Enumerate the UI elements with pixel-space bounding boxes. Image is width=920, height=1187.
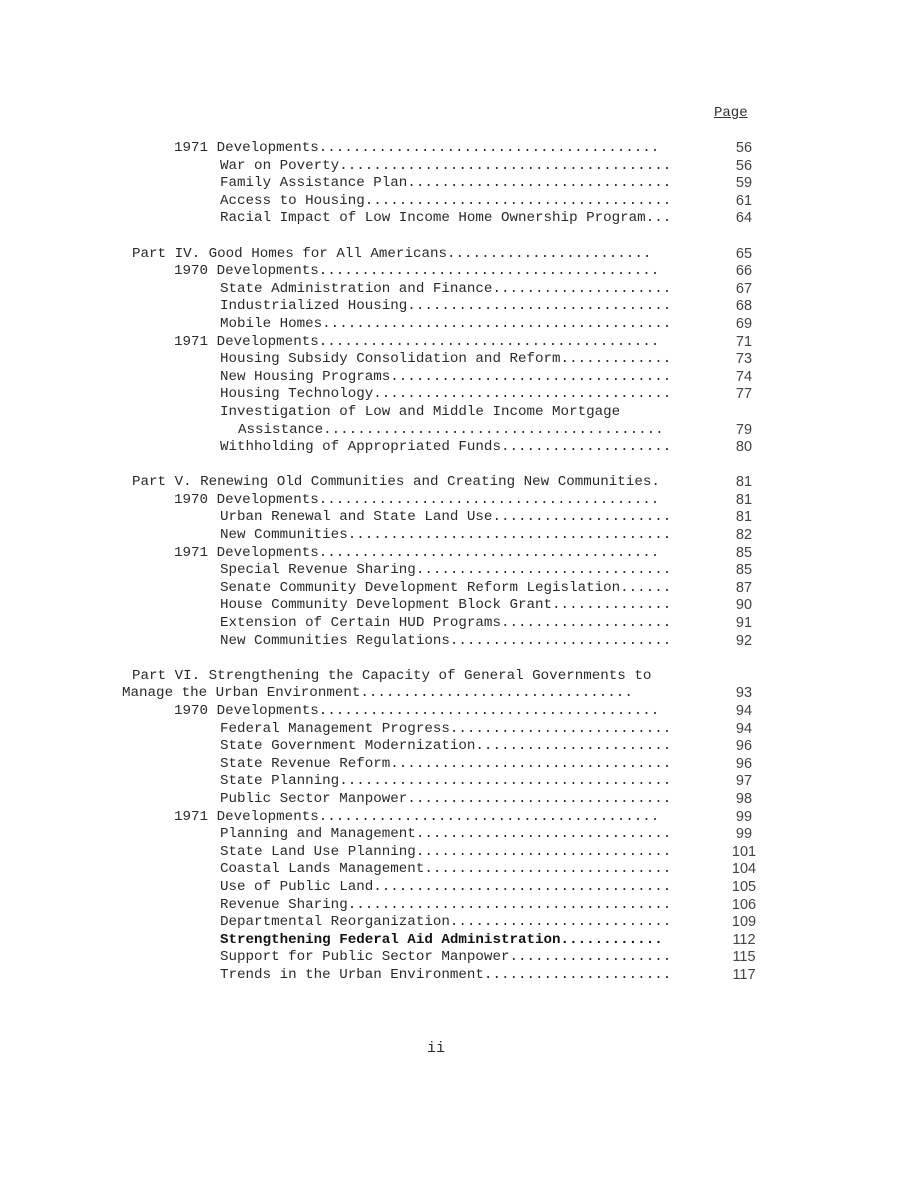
- toc-entry-text: Part IV. Good Homes for All Americans........................: [132, 245, 652, 262]
- toc-entry-text: Planning and Management..............................: [220, 826, 672, 843]
- toc-entry-text: 1970 Developments........................................: [174, 263, 660, 280]
- toc-entry: [122, 193, 762, 211]
- toc-entry-page: 79: [735, 421, 753, 438]
- toc-entry-page: 94: [735, 720, 753, 737]
- toc-entry: [122, 861, 762, 879]
- toc-entry-text: 1971 Developments........................................: [174, 544, 660, 561]
- toc-entry-page: 106: [731, 896, 757, 913]
- toc-entry-page: 77: [735, 386, 753, 403]
- toc-entry-text: Industrialized Housing...............................: [220, 298, 672, 315]
- toc-entry: [122, 967, 762, 985]
- toc-entry: [122, 914, 762, 932]
- toc-entry-page: 56: [735, 157, 753, 174]
- toc-entry-page: 59: [735, 175, 753, 192]
- toc-entry-page: 82: [735, 527, 753, 544]
- toc-entry-page: 87: [735, 579, 753, 596]
- toc-entry: [122, 738, 762, 756]
- toc-entry-page: 66: [735, 263, 753, 280]
- toc-entry: [122, 158, 762, 176]
- toc-entry: [122, 281, 762, 299]
- toc-entry: [122, 210, 762, 228]
- page-heading: Page: [714, 105, 748, 121]
- toc-entry: [122, 844, 762, 862]
- toc-entry-page: 101: [731, 843, 757, 860]
- toc-entry: [122, 721, 762, 739]
- toc-entry-page: 109: [731, 914, 757, 931]
- toc-entry: [122, 809, 762, 827]
- toc-entry-text: House Community Development Block Grant..............: [220, 597, 672, 614]
- toc-entry-page: 65: [735, 245, 753, 262]
- toc-entry-text: Manage the Urban Environment................................: [122, 685, 633, 702]
- toc-entry-page: 91: [735, 615, 753, 632]
- toc-entry-text: 1971 Developments........................................: [174, 808, 660, 825]
- toc-entry-page: 67: [735, 280, 753, 297]
- toc-entry-text: Federal Management Progress..........................: [220, 720, 672, 737]
- toc-entry-page: 68: [735, 298, 753, 315]
- toc-entry: [122, 263, 762, 281]
- toc-entry-text: Racial Impact of Low Income Home Ownership Program...: [220, 210, 672, 227]
- toc-entry-text: 1971 Developments........................................: [174, 333, 660, 350]
- toc-entry: [122, 773, 762, 791]
- toc-entry-text: Housing Subsidy Consolidation and Reform.............: [220, 351, 672, 368]
- toc-entry-page: 61: [735, 192, 753, 209]
- toc-entry-text: Investigation of Low and Middle Income Mortgage: [220, 403, 621, 420]
- toc-entry: [122, 509, 762, 527]
- toc-entry: [122, 316, 762, 334]
- toc-entry-text: War on Poverty.......................................: [220, 157, 672, 174]
- toc-entry-text: State Revenue Reform.................................: [220, 755, 672, 772]
- toc-entry: [122, 791, 762, 809]
- toc-entry-page: 74: [735, 368, 753, 385]
- toc-entry-page: 96: [735, 755, 753, 772]
- toc-entry-text: Special Revenue Sharing..............................: [220, 562, 672, 579]
- toc-entry: [122, 351, 762, 369]
- toc-entry-page: 92: [735, 632, 753, 649]
- toc-entry: [122, 386, 762, 404]
- toc-entry-page: 99: [735, 826, 753, 843]
- toc-entry: [122, 298, 762, 316]
- toc-entry-page: 81: [735, 474, 753, 491]
- toc-entry-text: State Government Modernization.......................: [220, 738, 672, 755]
- toc-entry-page: 105: [731, 878, 757, 895]
- toc-entry-page: 85: [735, 544, 753, 561]
- toc-entry: [122, 369, 762, 387]
- toc-entry: [122, 580, 762, 598]
- toc-entry: [122, 597, 762, 615]
- page-number: ii: [426, 1040, 445, 1057]
- toc-entry-text: Mobile Homes.........................................: [220, 315, 672, 332]
- toc-entry-text: 1970 Developments........................................: [174, 703, 660, 719]
- toc-entry-text: Family Assistance Plan...............................: [220, 175, 672, 192]
- toc-entry: [122, 703, 762, 721]
- toc-entry: [122, 422, 762, 440]
- toc-entry: [122, 404, 762, 422]
- toc-entry: [122, 949, 762, 967]
- toc-entry-text: 1971 Developments........................................: [174, 140, 660, 156]
- toc-entry-page: 115: [732, 949, 756, 966]
- toc-entry-text: State Administration and Finance.....................: [220, 280, 672, 297]
- toc-entry-text: State Planning.......................................: [220, 773, 672, 790]
- toc-entry-text: Revenue Sharing......................................: [220, 896, 672, 913]
- toc-entry-text: New Communities Regulations..........................: [220, 632, 672, 649]
- toc-entry-page: 69: [735, 315, 753, 332]
- toc-entry-page: 96: [735, 738, 753, 755]
- toc-entry: [122, 140, 762, 158]
- toc-part-heading: [122, 668, 762, 686]
- toc-entry-text: Support for Public Sector Manpower...................: [220, 949, 672, 966]
- toc-entry-text: Trends in the Urban Environment......................: [220, 966, 672, 983]
- table-of-contents: [122, 140, 762, 985]
- toc-entry-text: Departmental Reorganization..........................: [220, 914, 672, 931]
- toc-entry-page: 99: [735, 808, 753, 825]
- toc-entry-page: 73: [735, 351, 753, 368]
- toc-entry-page: 90: [735, 597, 753, 614]
- toc-entry-page: 85: [735, 562, 753, 579]
- toc-entry-page: 56: [735, 140, 753, 156]
- toc-entry: [122, 756, 762, 774]
- toc-entry-page: 94: [735, 703, 753, 719]
- toc-entry: [122, 545, 762, 563]
- toc-entry: [122, 334, 762, 352]
- toc-entry-page: 81: [735, 491, 753, 508]
- toc-entry-text: State Land Use Planning..............................: [220, 843, 672, 860]
- toc-entry-page: 117: [732, 966, 756, 983]
- toc-entry-text: Part VI. Strengthening the Capacity of General Governments to: [132, 667, 652, 684]
- toc-entry-text: Strengthening Federal Aid Administration............: [220, 931, 663, 948]
- toc-entry-text: Access to Housing....................................: [220, 192, 672, 209]
- toc-entry-text: Public Sector Manpower...............................: [220, 790, 672, 807]
- toc-entry-text: Withholding of Appropriated Funds....................: [220, 439, 672, 456]
- toc-entry: [122, 897, 762, 915]
- toc-entry-page: 104: [731, 861, 757, 878]
- toc-entry-text: Urban Renewal and State Land Use.....................: [220, 509, 672, 526]
- toc-entry-page: 98: [735, 790, 753, 807]
- toc-entry: [122, 633, 762, 651]
- toc-entry-text: Coastal Lands Management.............................: [220, 861, 672, 878]
- toc-entry: [122, 826, 762, 844]
- toc-entry-page: 64: [735, 210, 753, 227]
- toc-entry-text: Extension of Certain HUD Programs....................: [220, 615, 672, 632]
- toc-entry: [122, 932, 762, 950]
- toc-entry-text: New Housing Programs.................................: [220, 368, 672, 385]
- toc-entry-text: Assistance........................................: [238, 421, 664, 438]
- toc-entry: [122, 615, 762, 633]
- toc-entry-text: New Communities......................................: [220, 527, 672, 544]
- toc-entry-text: 1970 Developments........................................: [174, 491, 660, 508]
- toc-entry: [122, 175, 762, 193]
- toc-entry-page: 97: [735, 773, 753, 790]
- toc-entry: [122, 492, 762, 510]
- toc-entry-text: Use of Public Land...................................: [220, 878, 672, 895]
- toc-entry: [122, 685, 762, 703]
- toc-entry-page: 80: [735, 439, 753, 456]
- toc-entry-page: 71: [735, 333, 753, 350]
- toc-entry-text: Senate Community Development Reform Legislation......: [220, 579, 672, 596]
- toc-entry: [122, 879, 762, 897]
- toc-entry-page: 81: [735, 509, 753, 526]
- toc-entry-text: Housing Technology...................................: [220, 386, 672, 403]
- toc-entry-page: 93: [735, 685, 753, 702]
- toc-part-heading: [122, 474, 762, 492]
- toc-entry: [122, 527, 762, 545]
- toc-part-heading: [122, 246, 762, 264]
- toc-entry-page: 112: [732, 931, 756, 948]
- toc-entry: [122, 439, 762, 457]
- toc-entry: [122, 562, 762, 580]
- toc-entry-text: Part V. Renewing Old Communities and Creating New Communities.: [132, 474, 660, 491]
